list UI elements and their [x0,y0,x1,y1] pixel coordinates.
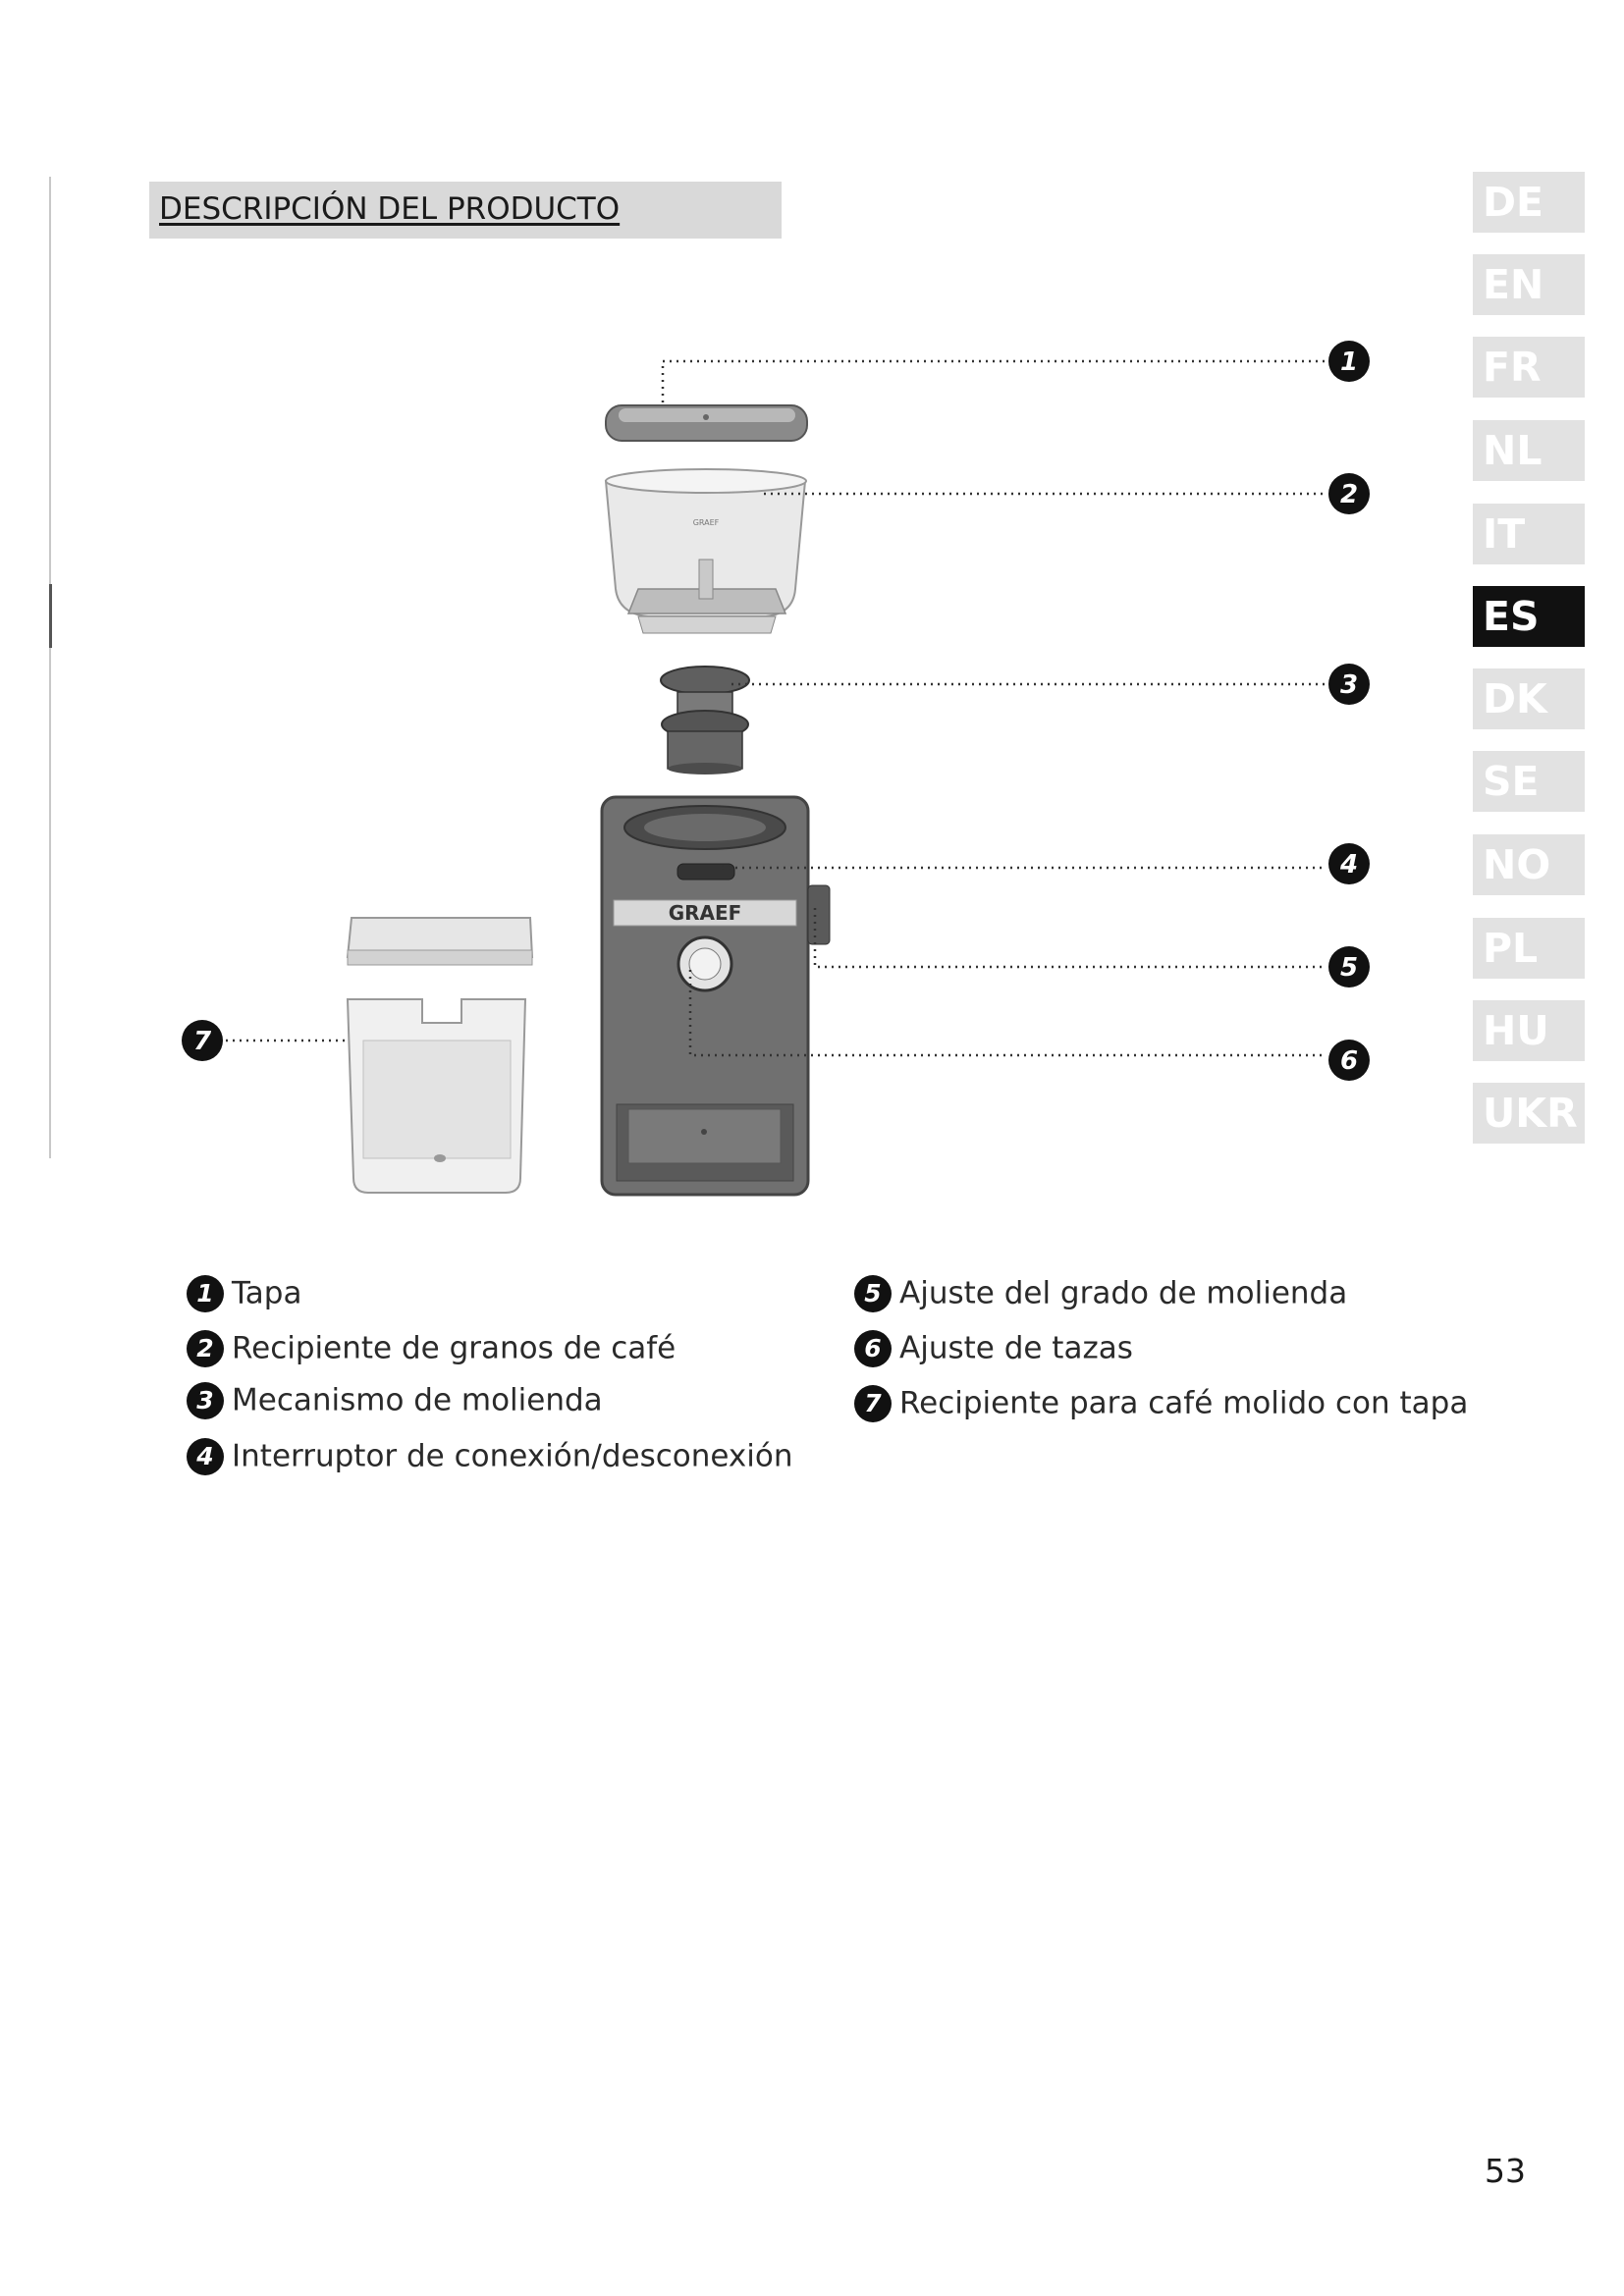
lid-part [606,405,807,441]
legend-number-badge: 2 [187,1330,224,1367]
legend-number-badge: 4 [187,1438,224,1475]
legend-text: Ajuste del grado de molienda [899,1275,1348,1311]
lang-tab-es[interactable]: ES [1473,586,1585,647]
lang-tab-hu[interactable]: HU [1473,1000,1585,1061]
lang-tab-pl[interactable]: PL [1473,918,1585,979]
callout-number-7: 7 [192,1027,212,1056]
legend-text: Ajuste de tazas [899,1330,1133,1366]
legend-text: Interruptor de conexión/desconexión [232,1438,793,1474]
bean-container-part [606,469,806,633]
lang-tab-it[interactable]: IT [1473,504,1585,564]
callout-number-4: 4 [1339,850,1359,880]
legend-item [854,1325,1133,1368]
legend-item [187,1325,676,1368]
legend-text: Tapa [232,1275,302,1311]
legend-item [854,1270,1347,1313]
lang-tab-nl[interactable]: NL [1473,420,1585,481]
page-number: 53 [1485,2152,1526,2190]
grinder-body [602,797,830,1195]
lang-tab-se[interactable]: SE [1473,751,1585,812]
legend-text: Recipiente de granos de café [232,1330,677,1366]
legend-number-badge: 5 [854,1275,892,1312]
brand-label: GRAEF [668,901,742,925]
legend-item [854,1380,1468,1423]
legend-text: Mecanismo de molienda [232,1382,603,1418]
ground-coffee-container-part [348,918,532,1193]
section-title: DESCRIPCIÓN DEL PRODUCTO [159,191,621,227]
legend-text: Recipiente para café molido con tapa [899,1385,1469,1421]
lang-tab-dk[interactable]: DK [1473,668,1585,729]
legend-number-badge: 1 [187,1275,224,1312]
lang-tab-ukr[interactable]: UKR [1473,1083,1585,1144]
svg-text:GRAEF: GRAEF [692,518,720,527]
callout-number-2: 2 [1339,480,1359,509]
legend-number-badge: 3 [187,1382,224,1419]
legend-item [187,1433,792,1476]
callout-number-3: 3 [1339,670,1359,700]
legend-item [187,1270,301,1313]
callout-number-6: 6 [1339,1046,1359,1076]
legend-number-badge: 6 [854,1330,892,1367]
callout-number-5: 5 [1339,953,1359,983]
burr-mechanism-part [661,667,749,774]
lang-tab-en[interactable]: EN [1473,254,1585,315]
lang-tab-de[interactable]: DE [1473,172,1585,233]
callout-number-1: 1 [1339,347,1359,377]
legend-number-badge: 7 [854,1385,892,1422]
lang-tab-no[interactable]: NO [1473,834,1585,895]
lang-tab-fr[interactable]: FR [1473,337,1585,398]
legend-item [187,1377,603,1420]
